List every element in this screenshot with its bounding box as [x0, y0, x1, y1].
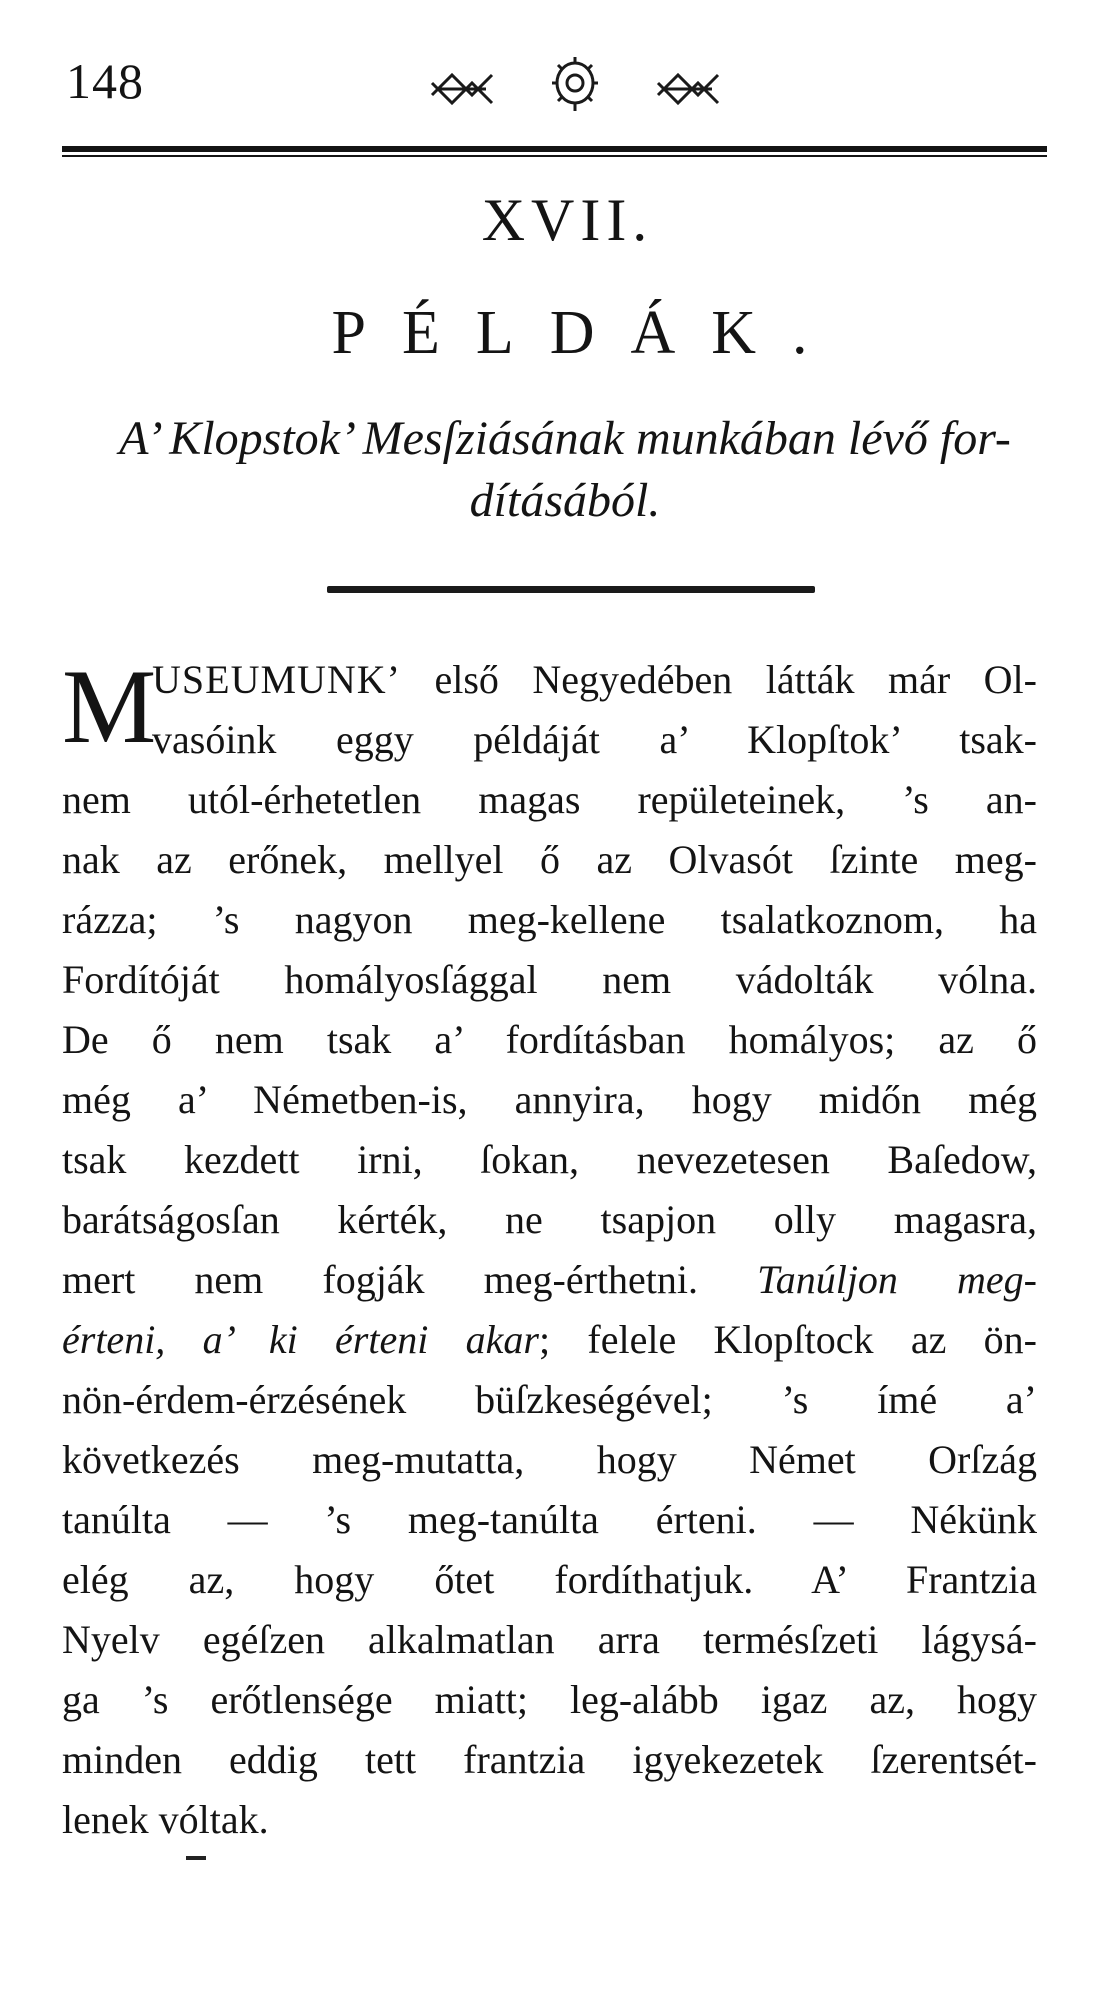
text-segment: ; felele Klopſtock az ön-: [538, 1317, 1037, 1362]
text-segment: első Negyedében látták már Ol-: [401, 657, 1037, 702]
text-line: még a’ Németben-is, annyira, hogy midőn még: [62, 1077, 1037, 1122]
text-line: következés meg-mutatta, hogy Német Orſzág: [62, 1437, 1037, 1482]
text-line: [62, 650, 1037, 710]
text-line: nön-érdem-érzésének büſzkeségével; ’s ímé a’: [62, 1377, 1037, 1422]
text-line: [62, 1250, 1037, 1310]
text-line: [62, 1310, 1037, 1370]
section-divider: [327, 586, 815, 593]
text-line: Fordítóját homályosſággal nem vádolták vólna.: [62, 957, 1037, 1002]
text-line: lenek vóltak.: [62, 1797, 269, 1842]
ornament-icon: [430, 55, 720, 115]
text-line: nem utól-érhetetlen magas repületeinek, ’s an-: [62, 777, 1037, 822]
subtitle-line: dításából.: [469, 474, 661, 527]
text-line: barátságosſan kérték, ne tsapjon olly magasra,: [62, 1197, 1037, 1242]
body-paragraph: [62, 650, 1037, 1850]
footer-mark: [186, 1856, 206, 1860]
italic-segment: Tanúljon meg-: [757, 1257, 1037, 1302]
text-line: nak az erőnek, mellyel ő az Olvasót ſzinte meg-: [62, 837, 1037, 882]
page-number: 148: [66, 53, 144, 109]
text-line: ga ’s erőtlensége miatt; leg-alább igaz az, hogy: [62, 1677, 1037, 1722]
text-line: minden eddig tett frantzia igyekezetek ſzerentsét-: [62, 1737, 1037, 1782]
chapter-number: XVII.: [481, 187, 654, 253]
first-word: USEUMUNK’: [152, 657, 401, 702]
text-line: vasóink eggy példáját a’ Klopſtok’ tsak-: [152, 717, 1037, 762]
subtitle-line: A’ Klopstok’ Mesſziásának munkában lévő for-: [119, 412, 1011, 465]
text-line: tsak kezdett irni, ſokan, nevezetesen Baſedow,: [62, 1137, 1037, 1182]
text-line: elég az, hogy őtet fordíthatjuk. A’ Frantzia: [62, 1557, 1037, 1602]
text-line: tanúlta — ’s meg-tanúlta érteni. — Nékünk: [62, 1497, 1037, 1542]
text-line: rázza; ’s nagyon meg-kellene tsalatkoznom, ha: [62, 897, 1037, 942]
section-title: PÉLDÁK.: [331, 299, 844, 367]
text-segment: mert nem fogják meg-érthetni.: [62, 1257, 758, 1302]
text-line: De ő nem tsak a’ fordításban homályos; az ő: [62, 1017, 1037, 1062]
header-rule: [62, 146, 1047, 158]
section-subtitle: [70, 408, 1060, 532]
italic-segment: érteni, a’ ki érteni akar: [62, 1317, 539, 1362]
drop-cap: M: [62, 648, 157, 765]
text-line: Nyelv egéſzen alkalmatlan arra termésſzeti lágysá-: [62, 1617, 1037, 1662]
